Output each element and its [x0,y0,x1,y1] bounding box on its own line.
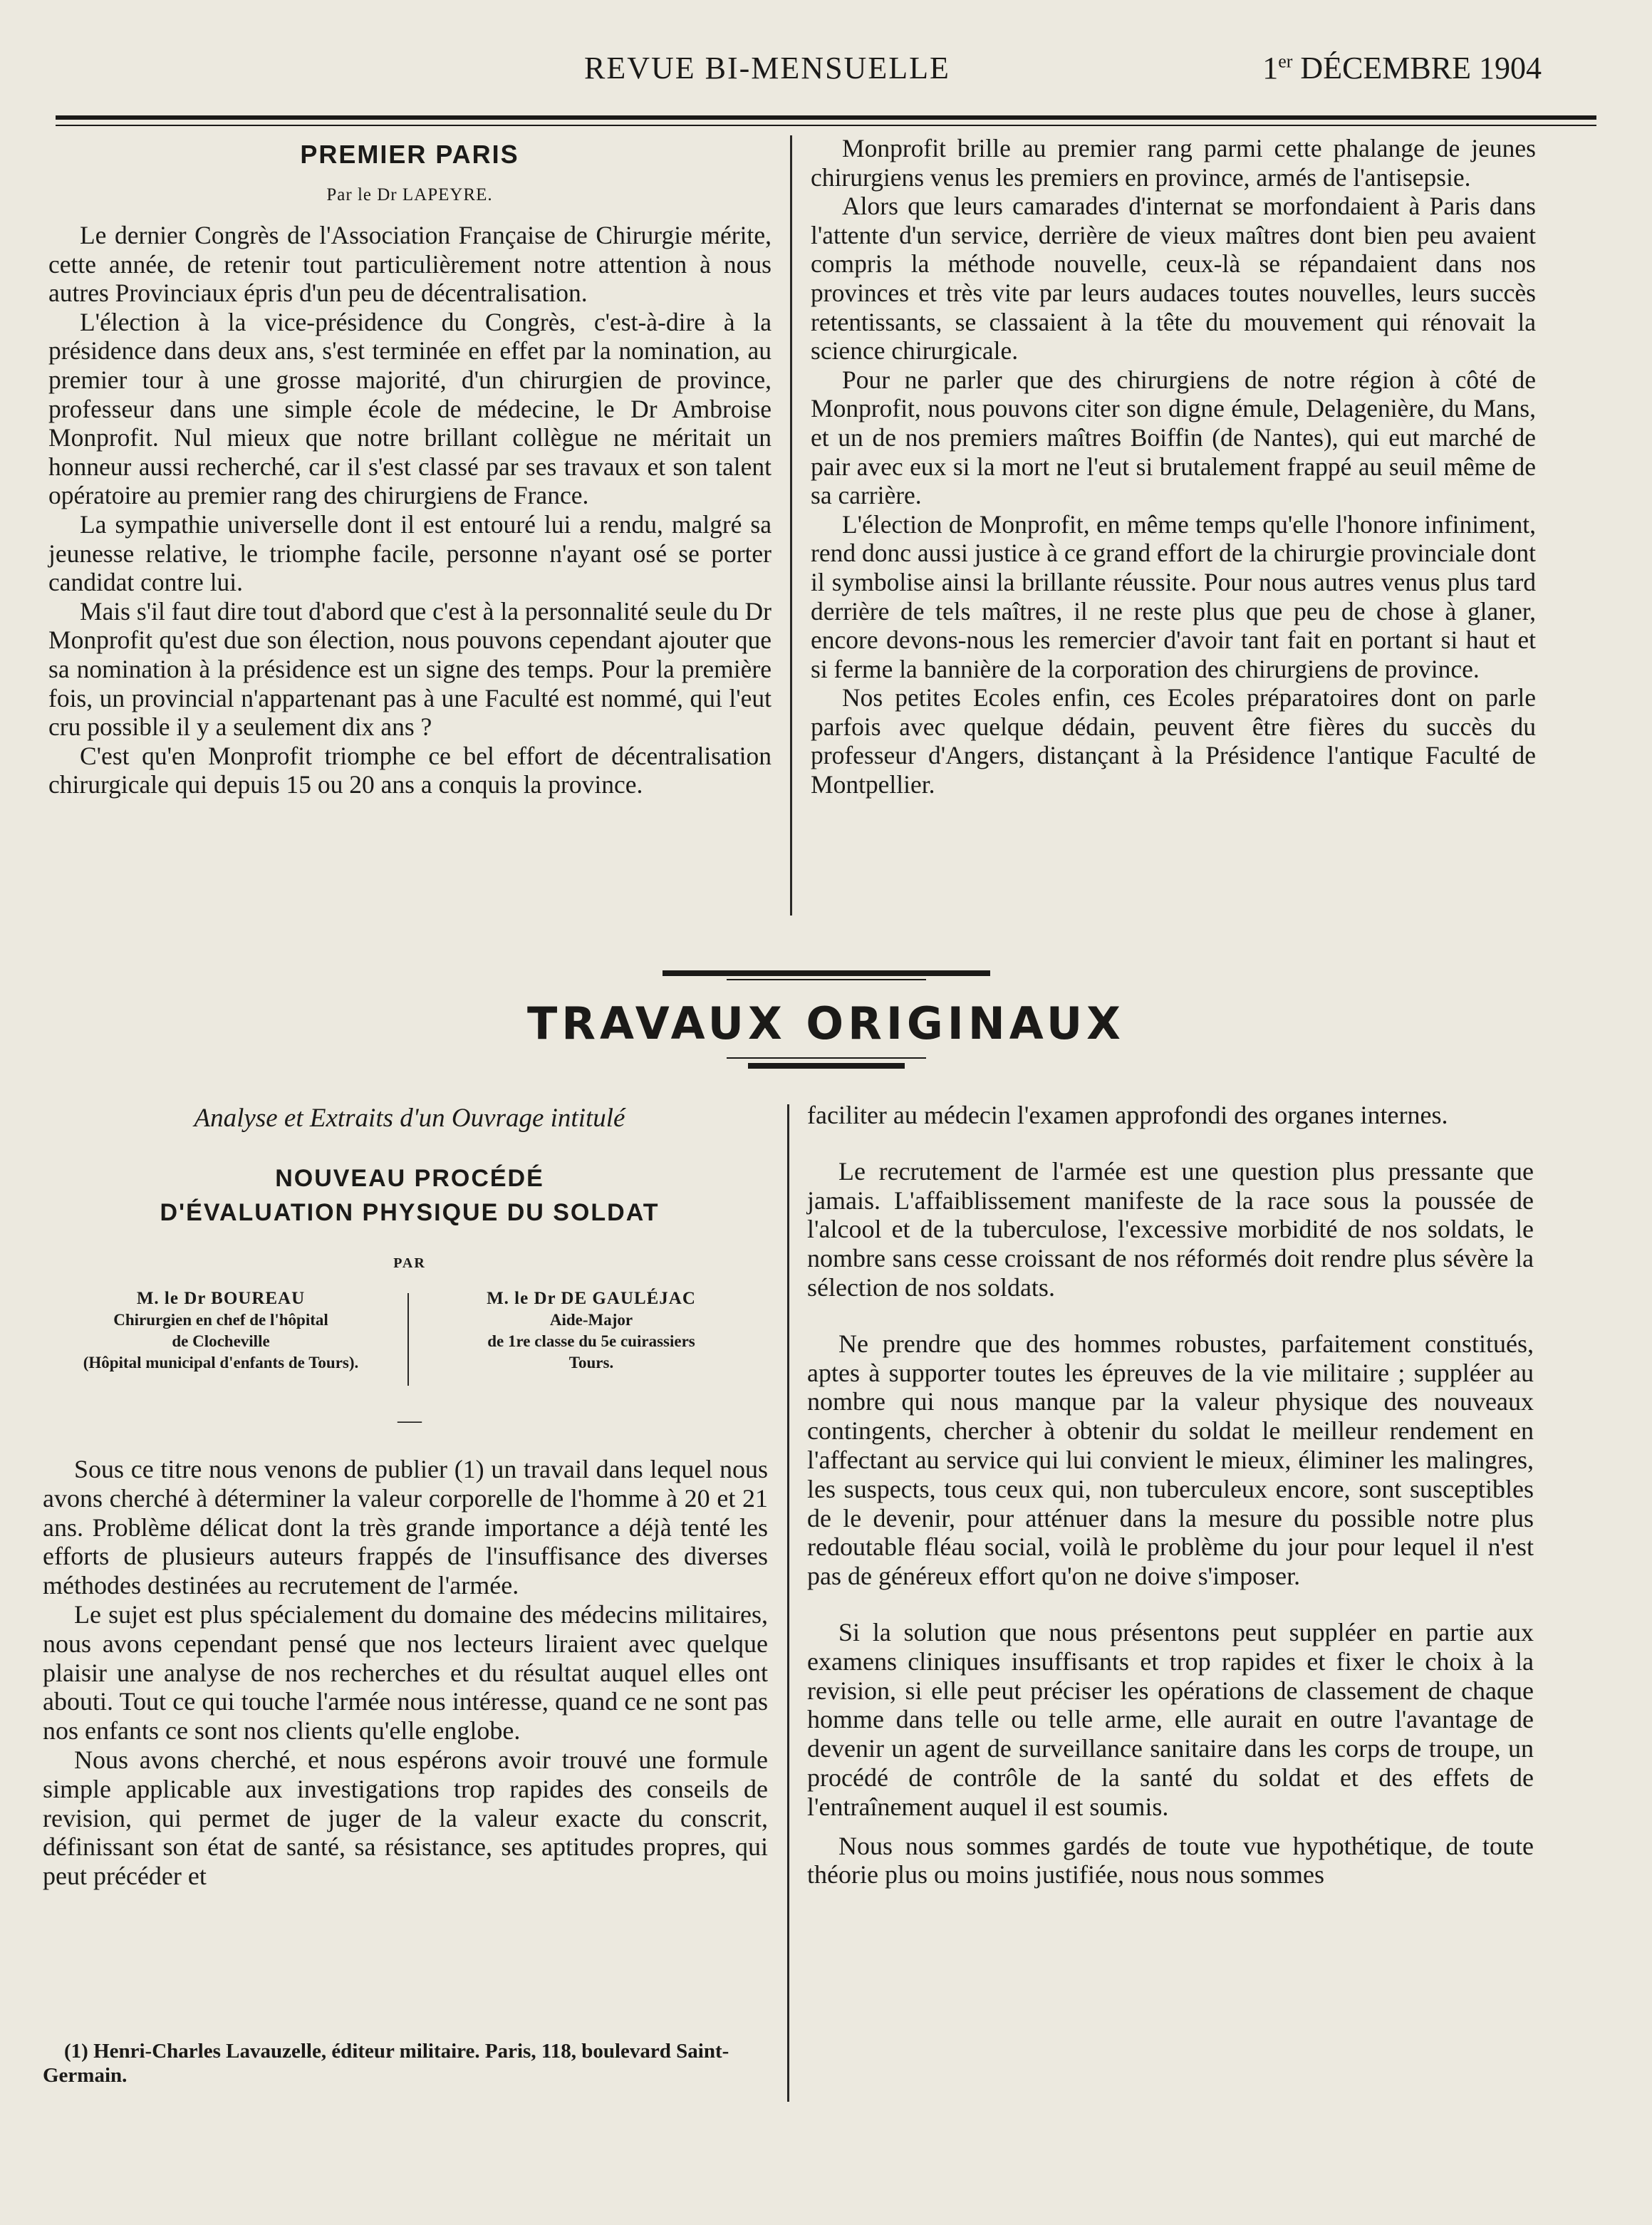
premier-paris-title: PREMIER PARIS [300,140,519,169]
paragraph: Le recrutement de l'armée est une question plus pressante que jamais. L'affaiblissement manifeste de la race sous la poussée de l'alcool et de la tuberculose, l'excessive morbidité de nos soldats, le nombre sans cesse croissant de nos réformés doit rendre plus sévère la sélection de nos soldats. [807,1156,1534,1302]
ornament-rule-top-thin [727,979,926,980]
ornament-rule-bottom [748,1063,905,1069]
author-boureau [43,1288,399,1374]
paragraph: Alors que leurs camarades d'internat se morfondaient à Paris dans l'attente d'un service, derrière de vieux maîtres dont bien peu avaient compris la méthode nouvelle, ceux-là se répandaient dans nos provinces et très vite par leurs audaces toutes nouvelles, leurs succès retentissants, se classaient à la tête du mouvement qui rénovait la science chirurgicale. [811,192,1536,365]
work-title-line-1: NOUVEAU PROCÉDÉ [275,1165,544,1192]
paragraph: Sous ce titre nous venons de publier (1) un travail dans lequel nous avons cherché à déterminer la valeur corporelle de l'homme à 20 et 21 ans. Problème délicat dont la très grande importance a déjà tenté les efforts de plusieurs auteurs frappés de l'insuffisance des diverses méthodes destinées au recrutement de l'armée. [43,1455,768,1600]
paragraph: La sympathie universelle dont il est entouré lui a rendu, malgré sa jeunesse relative, le triomphe facile, personne n'ayant osé se porter candidat contre lui. [48,509,772,597]
author-title: de 1re classe du 5e cuirassiers [487,1332,695,1350]
author-title: Chirurgien en chef de l'hôpital [113,1311,328,1329]
author-name: M. le Dr DE GAULÉJAC [487,1289,696,1308]
ornament-rule-bottom-thin [727,1057,926,1059]
paragraph: Le sujet est plus spécialement du domaine des médecins militaires, nous avons cependant pensé que nos lecteurs liraient avec quelque plaisir une analyse de nos recherches et du résultat auquel elles ont abouti. Tout ce qui touche l'armée nous intéresse, quand ce ne sont pas nos enfants ce sont nos clients qu'elle englobe. [43,1599,768,1746]
issue-date: 1er DÉCEMBRE 1904 [1262,51,1542,85]
footnote: (1) Henri-Charles Lavauzelle, éditeur militaire. Paris, 118, boulevard Saint-Germain. [43,2040,729,2087]
paragraph: Mais s'il faut dire tout d'abord que c'est à la personnalité seule du Dr Monprofit qu'est due son élection, nous pouvons cependant ajouter que sa nomination à la présidence est un signe des temps. Pour la première fois, un provincial n'appartenant pas à une Faculté est nommé, qui l'eut cru possible il y a seulement dix ans ? [48,596,772,742]
paragraph: Monprofit brille au premier rang parmi cette phalange de jeunes chirurgiens venus les premiers en province, armés de l'antisepsie. [811,134,1536,192]
premier-right-column [811,134,1536,799]
header-rule [56,115,1596,120]
paragraph: faciliter au médecin l'examen approfondi des organes internes. [807,1101,1448,1129]
author-title: Tours. [568,1354,614,1371]
paragraph: Ne prendre que des hommes robustes, parfaitement constitués, aptes à supporter toutes les épreuves de la vie militaire ; suppléer au nombre qui nous manque par la valeur physique des nouveaux contingents, chercher à obtenir du soldat le meilleur rendement en l'affectant au service qui lui convient le mieux, éliminer les malingres, les suspects, tous ceux qui, non tuberculeux encore, sont susceptibles de le devenir, pour atténuer dans la mesure du possible notre plus redoutable fléau social, voilà le problème du jour pour lequel il n'est pas de généreux effort qu'on ne doive s'imposer. [807,1329,1534,1591]
paragraph: Nous avons cherché, et nous espérons avoir trouvé une formule simple applicable aux investigations trop rapides des conseils de revision, qui permet de juger de la valeur exacte du conscrit, définissant son état de santé, sa résistance, ses aptitudes propres, qui peut précéder et [43,1745,768,1891]
running-head-title: REVUE BI-MENSUELLE [584,51,950,85]
work-title-line-2: D'ÉVALUATION PHYSIQUE DU SOLDAT [160,1199,660,1226]
paragraph: Nous nous sommes gardés de toute vue hypothétique, de toute théorie plus ou moins justifiée, nous nous sommes [807,1831,1534,1889]
column-divider [787,1104,789,2102]
ornament-rule-top [663,970,990,976]
header-rule-thin [56,125,1596,126]
separator-dash: — [398,1407,422,1433]
author-title: (Hôpital municipal d'enfants de Tours). [83,1354,359,1371]
paragraph: Le dernier Congrès de l'Association Française de Chirurgie mérite, cette année, de retenir tout particulièrement notre attention à nous autres Provinciaux épris d'un peu de décentralisation. [48,221,772,308]
author-gaulejac [417,1288,766,1374]
paragraph: L'élection de Monprofit, en même temps qu'elle l'honore infiniment, rend donc aussi justice à ce grand effort de la chirurgie provinciale dont il symbolise ainsi la brillante réussite. Pour nous autres venus plus tard derrière de tels maîtres, il ne reste plus que peu de chose à glaner, encore devons-nous les remercier d'avoir tant fait en portant si haut et si ferme la bannière de la corporation des chirurgiens de province. [811,509,1536,683]
column-divider [790,135,792,916]
travaux-right-column [807,1101,1534,1889]
paragraph: L'élection à la vice-présidence du Congrès, c'est-à-dire à la présidence dans deux ans, s'est terminée en effet par la nomination, au premier tour à une grosse majorité, d'un chirurgien de province, professeur dans une simple école de médecine, le Dr Ambroise Monprofit. Nul mieux que notre brillant collègue ne méritait un honneur aussi recherché, car il s'est classé par ses travaux et son talent opératoire au premier rang des chirurgiens de France. [48,307,772,510]
author-title: Aide-Major [549,1311,633,1329]
paragraph: Pour ne parler que des chirurgiens de notre région à côté de Monprofit, nous pouvons citer son digne émule, Delagenière, du Mans, et un de nos premiers maîtres Boiffin (de Nantes), qui eut marché de pair avec eux si la mort ne l'eut si brutalement frappé au seuil même de sa carrière. [811,365,1536,510]
author-name: M. le Dr BOUREAU [136,1289,306,1308]
premier-left-column [48,221,772,799]
analyse-subtitle: Analyse et Extraits d'un Ouvrage intitulé [194,1104,625,1133]
section-heading: TRAVAUX ORIGINAUX [527,997,1125,1049]
par-label: PAR [393,1255,426,1271]
premier-paris-byline: Par le Dr LAPEYRE. [326,185,493,204]
author-divider [407,1293,409,1386]
paragraph: Nos petites Ecoles enfin, ces Ecoles préparatoires dont on parle parfois avec quelque dédain, peuvent être fières du succès du professeur d'Angers, distançant à la Présidence l'antique Faculté de Montpellier. [811,683,1536,799]
paragraph: Si la solution que nous présentons peut suppléer en partie aux examens cliniques insuffisants et trop rapides et fixer le choix à la revision, si elle peut préciser les opérations de classement de chaque homme dans telle ou telle arme, elle aurait en outre l'avantage de devenir un agent de surveillance sanitaire dans les corps de troupe, un procédé de contrôle de la santé du soldat et des effets de l'entraînement auquel il est soumis. [807,1617,1534,1821]
paragraph: C'est qu'en Monprofit triomphe ce bel effort de décentralisation chirurgicale qui depuis 15 ou 20 ans a conquis la province. [48,741,772,799]
author-title: de Clocheville [172,1332,270,1350]
travaux-left-column [43,1455,768,1891]
